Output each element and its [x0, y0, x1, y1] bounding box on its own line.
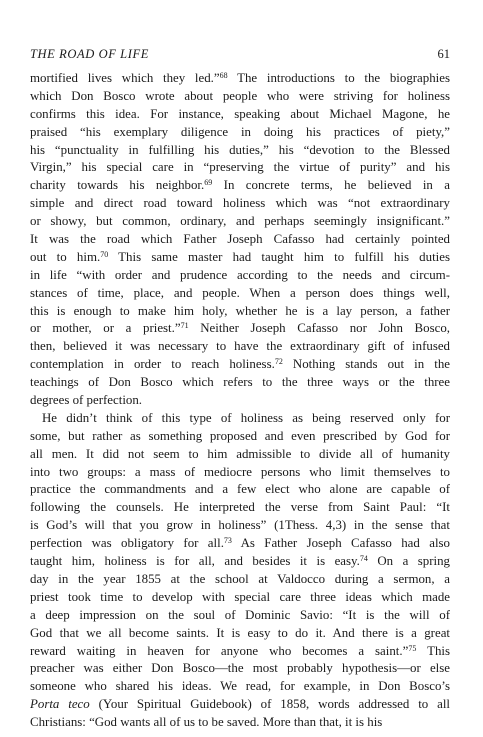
text-line — [30, 696, 450, 714]
text-run: Christians: “God wants all of us to be saved. More than that, it is his — [30, 715, 383, 730]
text-run: Nothing stands out in the — [282, 357, 450, 372]
text-line — [30, 499, 450, 517]
text-line — [30, 142, 450, 160]
text-run: someone who shared his ideas. We read, for example, in Don Bosco’s — [30, 679, 450, 694]
text-run: Virgin,” his special care in “preserving the virtue of purity” and his — [30, 160, 450, 175]
text-line — [30, 428, 450, 446]
text-line — [30, 374, 450, 392]
text-line — [30, 267, 450, 285]
text-run: all men. It did not seem to him admissible to divide all of humanity — [30, 446, 450, 461]
running-head — [30, 46, 450, 62]
page-number: 61 — [437, 47, 450, 61]
text-line — [30, 106, 450, 124]
text-run: mortified lives which they led.” — [30, 71, 220, 85]
text-run: It was the road which Father Joseph Cafasso had certainly pointed — [30, 232, 450, 247]
text-line — [30, 607, 450, 625]
text-run: stances of time, place, and people. When a person does things well, — [30, 285, 450, 300]
text-run: (Your Spiritual Guidebook) of 1858, words addressed to all — [89, 697, 450, 712]
text-line — [30, 643, 450, 661]
text-line — [30, 678, 450, 696]
text-run: In concrete terms, he believed in a — [212, 178, 450, 193]
text-run: is God’s will that you grow in holiness” (1Thess. 4,3) in the sense that — [30, 518, 450, 533]
text-line — [30, 70, 450, 88]
text-line — [30, 249, 450, 267]
footnote-ref: 68 — [219, 71, 228, 80]
text-run: As Father Joseph Cafasso had also — [231, 536, 450, 551]
text-line — [30, 159, 450, 177]
text-run: teachings of Don Bosco which refers to the three ways or the three — [30, 375, 450, 390]
text-run: following the counsels. He interpreted the verse from Saint Paul: “It — [30, 500, 450, 515]
text-line — [30, 338, 450, 356]
text-run: practice the commandments and a few elect who alone are capable of — [30, 482, 450, 497]
body-text — [30, 70, 450, 732]
text-run: This same master had taught him to fulfill his duties — [108, 249, 450, 264]
text-run: degrees of perfection. — [30, 393, 143, 408]
text-run: perfection was obligatory for all. — [30, 536, 224, 551]
footnote-ref: 71 — [180, 321, 189, 331]
running-title: THE ROAD OF LIFE — [30, 47, 149, 61]
text-line — [30, 320, 450, 338]
footnote-ref: 75 — [408, 643, 417, 653]
text-run: in life “with order and prudence according to the needs and circum- — [30, 267, 450, 282]
text-run: or mother, or a priest.” — [30, 321, 181, 336]
text-run: day in the year 1855 at the school at Valdocco during a sermon, a — [30, 571, 450, 586]
text-line — [30, 356, 450, 374]
text-run: charity towards his neighbor. — [30, 178, 205, 193]
text-line — [30, 714, 450, 732]
text-line — [30, 303, 450, 321]
text-line — [30, 517, 450, 535]
text-run: which Don Bosco wrote about people who were striving for holiness — [30, 88, 450, 103]
text-run: On a spring — [367, 554, 450, 569]
text-line — [30, 195, 450, 213]
text-line — [30, 660, 450, 678]
text-line — [30, 124, 450, 142]
text-line — [30, 589, 450, 607]
text-line — [30, 571, 450, 589]
text-line — [30, 481, 450, 499]
text-run: This — [416, 643, 450, 658]
text-line — [30, 177, 450, 195]
text-line — [30, 464, 450, 482]
text-line — [30, 213, 450, 231]
text-line — [30, 625, 450, 643]
footnote-ref: 70 — [100, 249, 109, 259]
text-run: a deep impression on the soul of Dominic Savio: “It is the will of — [30, 607, 450, 622]
text-run: The introductions to the biographies — [227, 71, 450, 85]
text-run: or showy, but common, ordinary, and perhaps seemingly insignificant.” — [30, 214, 450, 229]
text-line — [30, 231, 450, 249]
text-run: then, believed it was necessary to have the extraordinary gift of infused — [30, 339, 450, 354]
text-run: contemplation in order to reach holiness. — [30, 357, 275, 372]
text-run: this is enough to make him holy, whether he is a lay person, a father — [30, 303, 450, 318]
text-run: He didn’t think of this type of holiness as being reserved only for — [42, 410, 450, 425]
text-line — [30, 446, 450, 464]
text-run: his “punctuality in fulfilling his duties,” his “devotion to the Blessed — [30, 142, 450, 157]
text-line — [30, 88, 450, 106]
text-run: taught him, holiness is for all, and besides it is easy. — [30, 554, 360, 569]
footnote-ref: 69 — [204, 178, 213, 188]
text-run: out to him. — [30, 249, 101, 264]
text-line — [30, 285, 450, 303]
text-run: God that we all become saints. It is easy to do it. And there is a great — [30, 625, 450, 640]
text-run: some, but rather as something proposed and even prescribed by God for — [30, 428, 450, 443]
text-run: into two groups: a mass of mediocre persons who limit themselves to — [30, 464, 450, 479]
footnote-ref: 73 — [223, 536, 232, 546]
text-run: simple and direct road toward holiness which was “not extraordinary — [30, 196, 450, 211]
text-run: Neither Joseph Cafasso nor John Bosco, — [188, 321, 450, 336]
italic-title: Porta teco — [30, 697, 90, 712]
footnote-ref: 74 — [359, 554, 368, 564]
text-run: praised “his exemplary diligence in doing his practices of piety,” — [30, 124, 450, 139]
text-run: priest took time to develop with special care three ideas which made — [30, 589, 450, 604]
footnote-ref: 72 — [274, 357, 283, 367]
text-run: preacher was either Don Bosco—the most probably hypothesis—or else — [30, 661, 450, 676]
text-line — [30, 410, 450, 428]
text-line — [30, 535, 450, 553]
text-run: confirms this idea. For instance, speaking about Michael Magone, he — [30, 106, 450, 121]
text-run: reward waiting in heaven for anyone who becomes a saint.” — [30, 643, 409, 658]
text-line — [30, 392, 450, 410]
text-line — [30, 553, 450, 571]
